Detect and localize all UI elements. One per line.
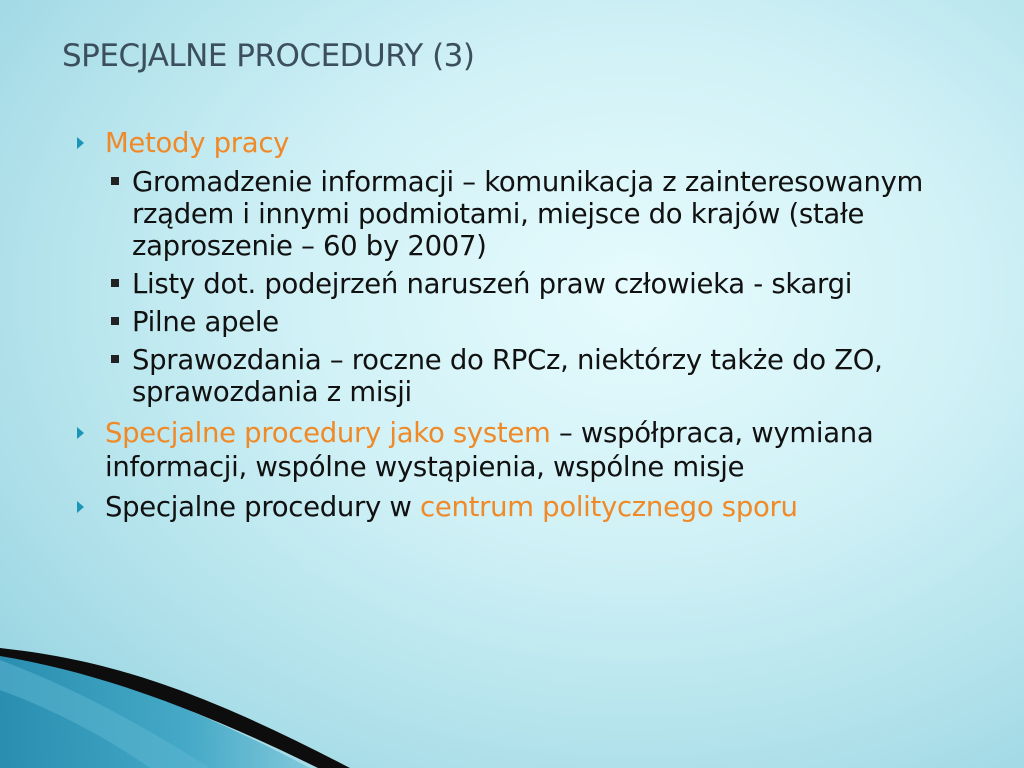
bullet-highlight-political: centrum politycznego sporu <box>420 491 798 523</box>
sub-bullet-text: Gromadzenie informacji – komunikacja z zainteresowanym rządem i innymi podmiotami, miejsce do krajów (stałe zaproszenie – 60 by 2007) <box>132 166 924 262</box>
bullet-item-political <box>76 490 976 524</box>
sub-bullet-text: Sprawozdania – roczne do RPCz, niektórzy także do ZO, sprawozdania z misji <box>132 344 883 408</box>
slide-title: SPECJALNE PROCEDURY (3) <box>62 38 475 74</box>
sub-bullet-item <box>108 344 976 408</box>
square-bullet-icon <box>111 355 119 363</box>
bullet-highlight-system: Specjalne procedury jako system <box>105 417 551 449</box>
bullet-text-political: Specjalne procedury w <box>105 491 421 523</box>
square-bullet-icon <box>111 317 119 325</box>
square-bullet-icon <box>111 177 119 185</box>
bullet-label-methods: Metody pracy <box>105 127 290 159</box>
triangle-bullet-icon <box>77 427 84 439</box>
bullet-item-system <box>76 416 976 484</box>
bullet-text-system: – współpraca, wymiana informacji, wspólne wystąpienia, wspólne misje <box>105 417 874 483</box>
bullet-list <box>76 126 976 530</box>
sub-bullet-item <box>108 268 976 300</box>
sub-bullet-text: Pilne apele <box>132 306 279 338</box>
sub-bullet-text: Listy dot. podejrzeń naruszeń praw człowieka - skargi <box>132 268 853 300</box>
sub-bullet-item <box>108 306 976 338</box>
sub-bullet-list <box>76 166 976 408</box>
triangle-bullet-icon <box>77 501 84 513</box>
square-bullet-icon <box>111 279 119 287</box>
sub-bullet-item <box>108 166 976 262</box>
bullet-item-methods <box>76 126 976 160</box>
triangle-bullet-icon <box>77 137 84 149</box>
